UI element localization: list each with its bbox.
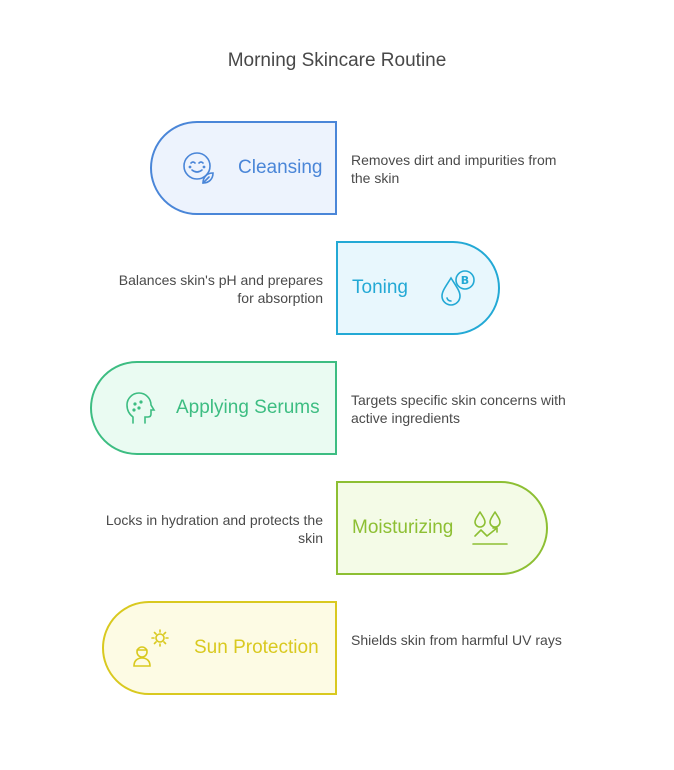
step-label: Cleansing <box>238 157 323 178</box>
step-description: Locks in hydration and protects the skin <box>105 512 323 546</box>
svg-text:B: B <box>460 274 470 287</box>
step-applying-serums <box>90 361 337 455</box>
step-description: Removes dirt and impurities from the skin <box>351 152 557 186</box>
step-description: Balances skin's pH and prepares for absorption <box>118 272 323 306</box>
drops-hydration-icon <box>471 508 511 548</box>
step-description: Shields skin from harmful UV rays <box>351 632 562 648</box>
face-profile-icon <box>120 388 160 428</box>
step-sun-protection <box>102 601 337 695</box>
step-label: Applying Serums <box>176 397 320 418</box>
step-label: Sun Protection <box>194 637 319 658</box>
diagram-title: Morning Skincare Routine <box>227 50 447 71</box>
droplet-vitamin-b-icon <box>438 268 478 308</box>
step-label: Moisturizing <box>352 517 454 538</box>
step-description: Targets specific skin concerns with active ingredients <box>351 392 566 426</box>
step-cleansing <box>150 121 337 215</box>
step-moisturizing <box>336 481 548 575</box>
step-label: Toning <box>352 277 408 298</box>
step-toning <box>336 241 500 335</box>
face-leaf-icon <box>180 148 220 188</box>
person-sun-icon <box>132 628 172 668</box>
